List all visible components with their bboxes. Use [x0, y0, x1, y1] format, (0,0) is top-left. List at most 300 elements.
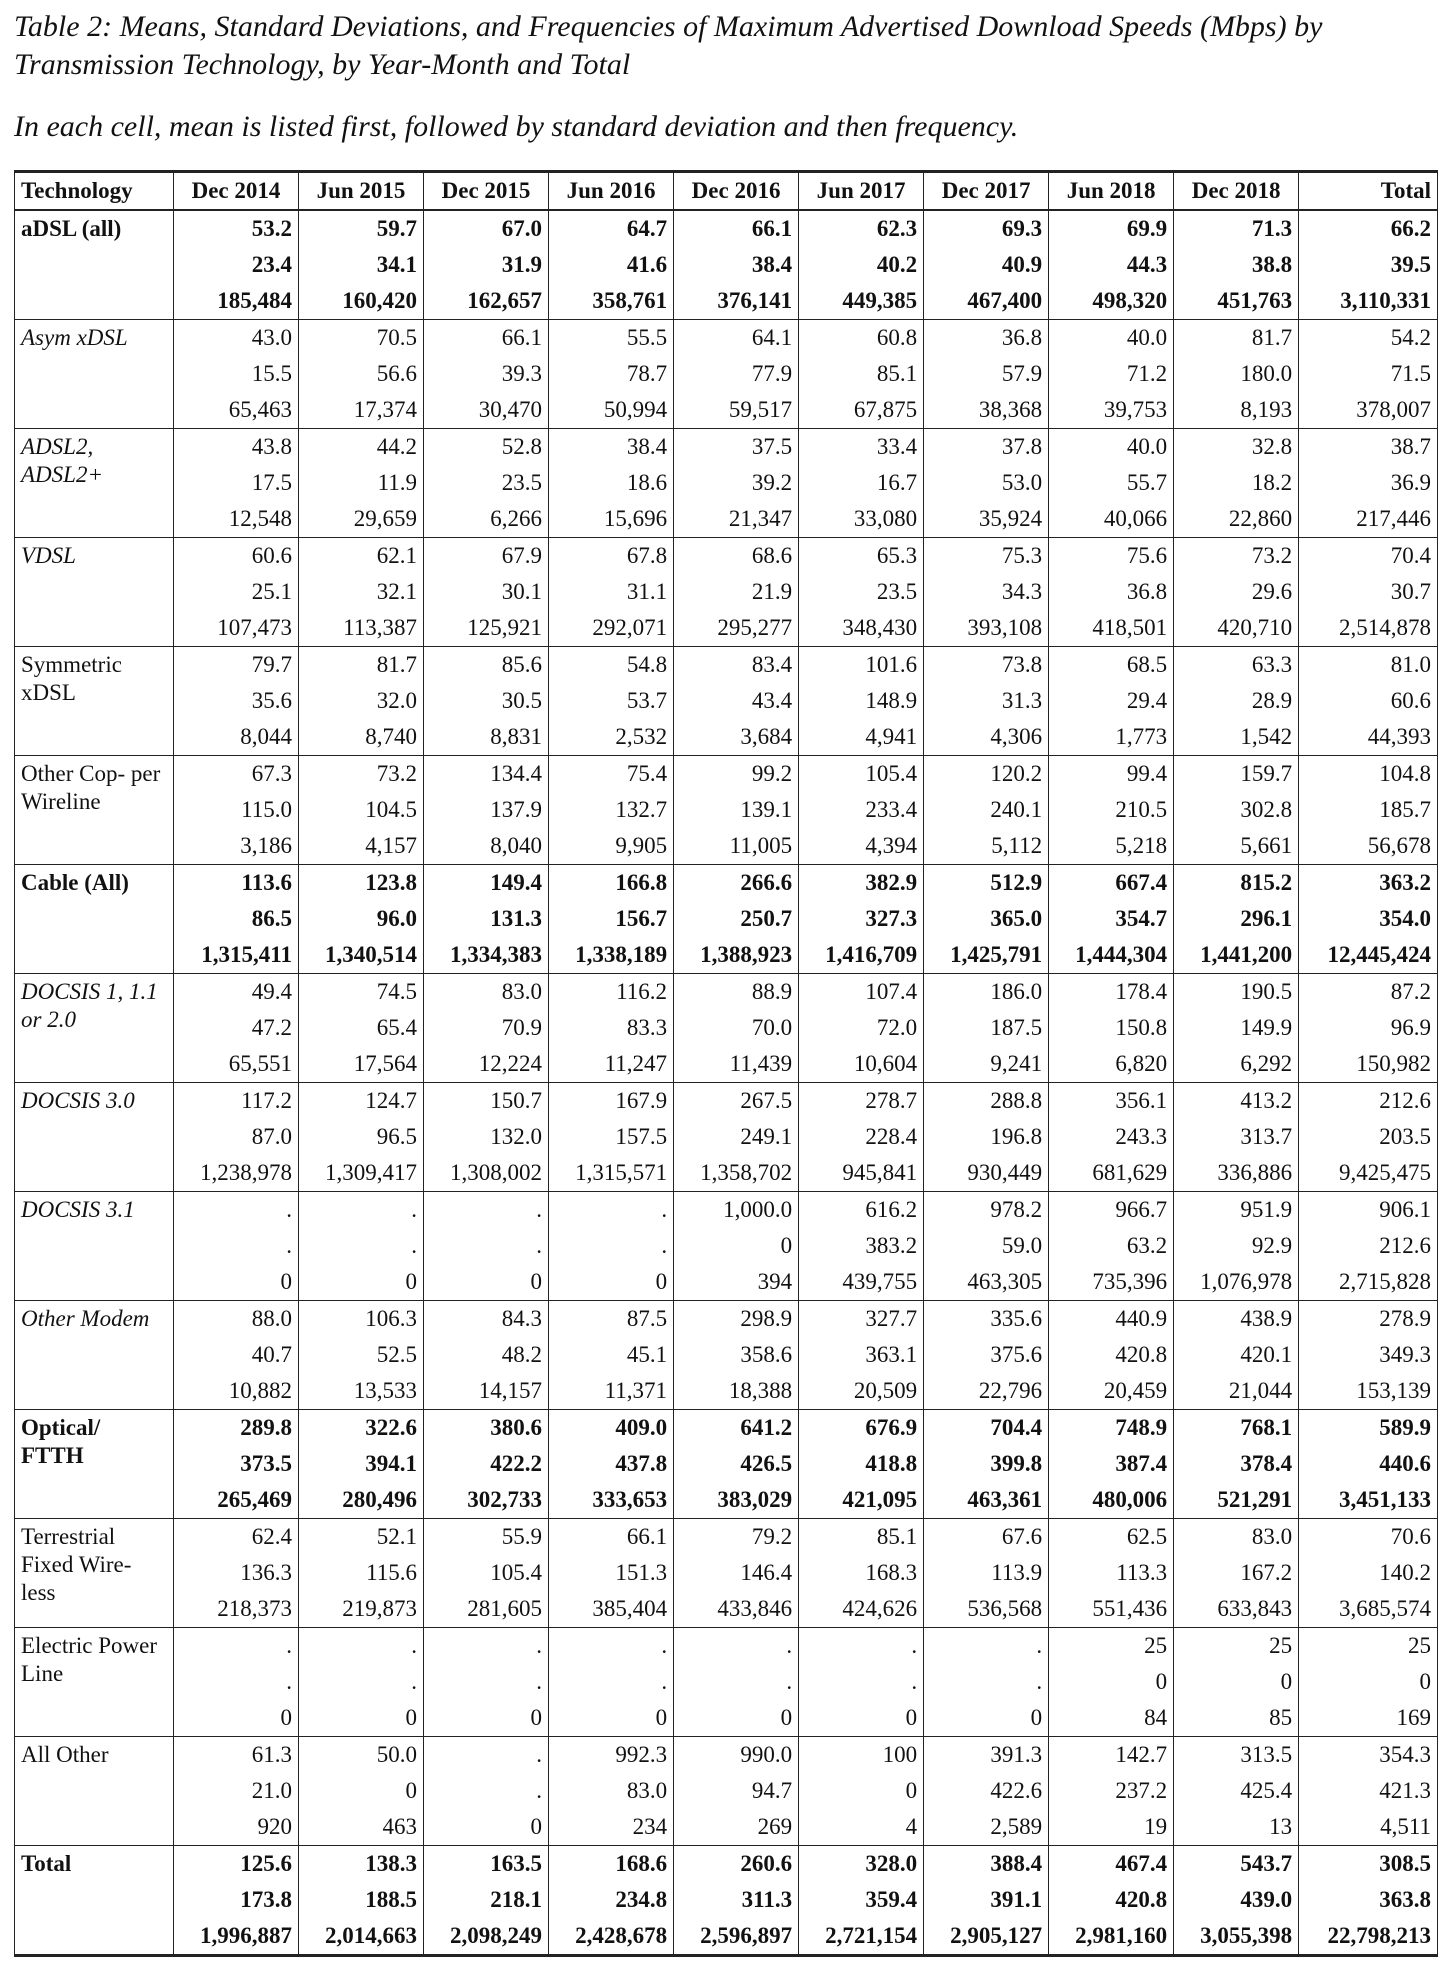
cell-mean: 363.2: [1379, 870, 1431, 895]
cell-freq: 21,044: [1228, 1378, 1293, 1403]
table-row: [15, 1083, 1438, 1192]
data-cell: [1174, 1410, 1299, 1519]
cell-mean: 313.5: [1240, 1742, 1293, 1767]
data-cell: [924, 1301, 1049, 1410]
cell-sd: 218.1: [490, 1887, 543, 1912]
cell-mean: 55.9: [501, 1524, 543, 1549]
cell-sd: .: [661, 1669, 668, 1694]
cell-sd: 173.8: [240, 1887, 293, 1912]
table-note: In each cell, mean is listed first, followed by standard deviation and then frequency.: [14, 110, 1019, 143]
cell-sd: 146.4: [740, 1560, 793, 1585]
cell-sd: 23.4: [251, 252, 293, 277]
cell-mean: 99.4: [1126, 761, 1168, 786]
cell-mean: 120.2: [990, 761, 1043, 786]
cell-mean: 966.7: [1115, 1197, 1168, 1222]
technology-label: Cable (All): [15, 865, 174, 974]
cell-mean: 63.3: [1251, 652, 1293, 677]
cell-mean: 67.8: [626, 543, 668, 568]
cell-freq: 2,428,678: [575, 1923, 668, 1948]
cell-sd: 25.1: [251, 579, 293, 604]
data-cell: [674, 210, 799, 320]
cell-freq: 11,371: [604, 1378, 668, 1403]
cell-mean: 543.7: [1240, 1851, 1293, 1876]
technology-label: VDSL: [15, 538, 174, 647]
cell-freq: 1,358,702: [700, 1160, 793, 1185]
cell-freq: 150,982: [1356, 1051, 1431, 1076]
cell-freq: 234: [632, 1814, 668, 1839]
data-cell: [1174, 1846, 1299, 1956]
data-cell: [1049, 320, 1174, 429]
cell-sd: 185.7: [1379, 797, 1431, 822]
data-cell: [799, 538, 924, 647]
cell-freq: 5,218: [1115, 833, 1168, 858]
cell-mean: .: [661, 1197, 668, 1222]
cell-sd: 418.8: [865, 1451, 918, 1476]
cell-mean: 438.9: [1240, 1306, 1293, 1331]
data-cell: [1299, 210, 1438, 320]
cell-sd: 39.3: [501, 361, 543, 386]
data-cell: [424, 647, 549, 756]
cell-mean: 52.8: [501, 434, 543, 459]
cell-mean: 62.3: [876, 216, 918, 241]
cell-mean: 37.8: [1001, 434, 1043, 459]
cell-freq: 1,338,189: [575, 942, 668, 967]
cell-freq: 11,247: [604, 1051, 668, 1076]
cell-mean: 85.1: [876, 1524, 918, 1549]
cell-sd: 96.5: [376, 1124, 418, 1149]
speeds-table: [14, 170, 1438, 1957]
cell-mean: 117.2: [241, 1088, 293, 1113]
data-cell: [799, 974, 924, 1083]
cell-sd: 387.4: [1115, 1451, 1168, 1476]
cell-sd: 94.7: [751, 1778, 793, 1803]
data-cell: [1299, 1846, 1438, 1956]
cell-mean: .: [786, 1633, 793, 1658]
data-cell: [174, 1846, 299, 1956]
table-row: [15, 1846, 1438, 1956]
data-cell: [1174, 865, 1299, 974]
cell-sd: 0: [1280, 1669, 1293, 1694]
data-cell: [299, 1846, 424, 1956]
cell-mean: 167.9: [615, 1088, 668, 1113]
technology-label: All Other: [15, 1737, 174, 1846]
cell-mean: .: [1036, 1633, 1043, 1658]
data-cell: [424, 756, 549, 865]
cell-freq: 11,005: [729, 833, 793, 858]
data-cell: [549, 429, 674, 538]
cell-freq: 333,653: [592, 1487, 668, 1512]
cell-freq: 59,517: [728, 397, 793, 422]
cell-freq: 0: [655, 1705, 668, 1730]
cell-freq: 219,873: [342, 1596, 418, 1621]
cell-freq: 0: [280, 1705, 293, 1730]
cell-mean: 134.4: [490, 761, 543, 786]
cell-sd: .: [536, 1233, 543, 1258]
data-cell: [174, 1519, 299, 1628]
cell-sd: 203.5: [1379, 1124, 1431, 1149]
cell-mean: 54.2: [1390, 325, 1431, 350]
column-header: Jun 2017: [799, 172, 924, 211]
cell-mean: 142.7: [1115, 1742, 1168, 1767]
cell-mean: 62.5: [1126, 1524, 1168, 1549]
cell-mean: 40.0: [1126, 325, 1168, 350]
cell-mean: 951.9: [1240, 1197, 1293, 1222]
cell-sd: 250.7: [740, 906, 793, 931]
technology-label: Other Cop- per Wireline: [15, 756, 174, 865]
cell-mean: 467.4: [1115, 1851, 1168, 1876]
cell-freq: 0: [530, 1814, 543, 1839]
technology-label: ADSL2, ADSL2+: [15, 429, 174, 538]
cell-mean: 49.4: [251, 979, 293, 1004]
technology-label: DOCSIS 1, 1.1 or 2.0: [15, 974, 174, 1083]
cell-freq: 3,055,398: [1200, 1923, 1293, 1948]
cell-freq: 12,445,424: [1327, 942, 1431, 967]
cell-sd: 132.7: [615, 797, 668, 822]
cell-sd: 55.7: [1126, 470, 1168, 495]
cell-sd: 420.8: [1115, 1342, 1168, 1367]
technology-label: DOCSIS 3.1: [15, 1192, 174, 1301]
cell-freq: 681,629: [1092, 1160, 1168, 1185]
data-cell: [299, 210, 424, 320]
data-cell: [299, 429, 424, 538]
cell-mean: .: [286, 1197, 293, 1222]
cell-freq: 10,604: [853, 1051, 918, 1076]
data-cell: [299, 320, 424, 429]
cell-mean: 667.4: [1115, 870, 1168, 895]
technology-label: Total: [15, 1846, 174, 1956]
data-cell: [799, 1519, 924, 1628]
data-cell: [1049, 647, 1174, 756]
cell-freq: 280,496: [342, 1487, 418, 1512]
data-cell: [174, 1410, 299, 1519]
data-cell: [674, 1301, 799, 1410]
cell-sd: .: [536, 1778, 543, 1803]
cell-freq: 521,291: [1217, 1487, 1293, 1512]
cell-sd: 234.8: [615, 1887, 668, 1912]
cell-sd: 139.1: [740, 797, 793, 822]
cell-freq: 1,441,200: [1200, 942, 1293, 967]
data-cell: [424, 538, 549, 647]
cell-sd: 237.2: [1115, 1778, 1168, 1803]
cell-sd: 180.0: [1240, 361, 1293, 386]
data-cell: [174, 1737, 299, 1846]
data-cell: [1299, 429, 1438, 538]
cell-freq: 265,469: [217, 1487, 293, 1512]
cell-sd: 439.0: [1240, 1887, 1293, 1912]
cell-sd: 302.8: [1240, 797, 1293, 822]
data-cell: [1299, 1410, 1438, 1519]
technology-label: Symmetric xDSL: [15, 647, 174, 756]
cell-mean: 124.7: [365, 1088, 418, 1113]
data-cell: [1049, 1846, 1174, 1956]
cell-mean: 166.8: [615, 870, 668, 895]
technology-label: aDSL (all): [15, 210, 174, 320]
data-cell: [924, 320, 1049, 429]
cell-freq: 439,755: [842, 1269, 918, 1294]
cell-mean: 66.2: [1390, 216, 1431, 241]
cell-sd: 156.7: [615, 906, 668, 931]
cell-mean: 298.9: [740, 1306, 793, 1331]
cell-freq: 6,292: [1240, 1051, 1293, 1076]
column-header: Total: [1299, 172, 1438, 211]
cell-freq: 56,678: [1367, 833, 1431, 858]
data-cell: [1174, 538, 1299, 647]
cell-mean: 70.6: [1390, 1524, 1431, 1549]
cell-mean: 67.9: [501, 543, 543, 568]
cell-sd: 391.1: [990, 1887, 1043, 1912]
data-cell: [549, 1301, 674, 1410]
data-cell: [1049, 1301, 1174, 1410]
cell-sd: 311.3: [741, 1887, 793, 1912]
cell-mean: .: [536, 1742, 543, 1767]
cell-freq: 4,511: [1380, 1814, 1431, 1839]
cell-freq: 463,305: [967, 1269, 1043, 1294]
data-cell: [299, 1083, 424, 1192]
data-cell: [174, 1192, 299, 1301]
cell-mean: 81.0: [1390, 652, 1431, 677]
cell-freq: 302,733: [467, 1487, 543, 1512]
data-cell: [174, 538, 299, 647]
data-cell: [424, 974, 549, 1083]
cell-freq: 945,841: [842, 1160, 918, 1185]
cell-freq: 1,334,383: [450, 942, 543, 967]
cell-sd: 96.0: [376, 906, 418, 931]
cell-sd: 38.8: [1251, 252, 1293, 277]
cell-mean: 150.7: [490, 1088, 543, 1113]
data-cell: [924, 1737, 1049, 1846]
cell-freq: 1,773: [1115, 724, 1168, 749]
data-cell: [174, 647, 299, 756]
cell-freq: 2,715,828: [1339, 1269, 1431, 1294]
cell-mean: 978.2: [990, 1197, 1043, 1222]
cell-mean: .: [286, 1633, 293, 1658]
cell-mean: .: [411, 1633, 418, 1658]
cell-sd: 30.5: [501, 688, 543, 713]
cell-mean: 40.0: [1126, 434, 1168, 459]
cell-freq: 10,882: [228, 1378, 293, 1403]
cell-sd: 32.0: [376, 688, 418, 713]
cell-freq: 40,066: [1103, 506, 1168, 531]
cell-freq: 17,564: [353, 1051, 418, 1076]
cell-mean: 43.0: [251, 325, 293, 350]
data-cell: [674, 1083, 799, 1192]
cell-mean: 88.0: [251, 1306, 293, 1331]
data-cell: [1299, 974, 1438, 1083]
cell-sd: 31.9: [501, 252, 543, 277]
cell-mean: 992.3: [615, 1742, 668, 1767]
cell-mean: 62.1: [376, 543, 418, 568]
cell-mean: 50.0: [376, 1742, 418, 1767]
cell-mean: 64.1: [751, 325, 793, 350]
data-cell: [549, 865, 674, 974]
cell-freq: 1,996,887: [200, 1923, 293, 1948]
cell-mean: 69.9: [1126, 216, 1168, 241]
cell-sd: 35.6: [251, 688, 293, 713]
cell-mean: 87.5: [626, 1306, 668, 1331]
data-cell: [1174, 1737, 1299, 1846]
data-cell: [174, 865, 299, 974]
cell-freq: 3,685,574: [1339, 1596, 1431, 1621]
cell-mean: 66.1: [626, 1524, 668, 1549]
cell-mean: 100: [882, 1742, 918, 1767]
cell-mean: 288.8: [990, 1088, 1043, 1113]
cell-sd: 354.7: [1115, 906, 1168, 931]
cell-freq: 8,193: [1240, 397, 1293, 422]
data-cell: [549, 1628, 674, 1737]
cell-mean: .: [661, 1633, 668, 1658]
cell-freq: 1,388,923: [700, 942, 793, 967]
data-cell: [424, 429, 549, 538]
cell-mean: 212.6: [1379, 1088, 1431, 1113]
table-row: [15, 1628, 1438, 1737]
data-cell: [924, 1083, 1049, 1192]
data-cell: [674, 1192, 799, 1301]
cell-sd: 421.3: [1379, 1778, 1431, 1803]
table-row: [15, 647, 1438, 756]
cell-mean: 116.2: [616, 979, 668, 1004]
cell-sd: 36.8: [1126, 579, 1168, 604]
data-cell: [674, 974, 799, 1083]
table-row: [15, 865, 1438, 974]
cell-mean: 44.2: [376, 434, 418, 459]
data-cell: [1299, 1737, 1438, 1846]
header-row: [15, 172, 1438, 211]
cell-sd: 44.3: [1126, 252, 1168, 277]
cell-sd: 157.5: [615, 1124, 668, 1149]
data-cell: [1049, 1410, 1174, 1519]
data-cell: [799, 1410, 924, 1519]
cell-mean: 356.1: [1115, 1088, 1168, 1113]
data-cell: [674, 1410, 799, 1519]
cell-freq: 920: [257, 1814, 293, 1839]
cell-sd: 87.0: [251, 1124, 293, 1149]
data-cell: [924, 1192, 1049, 1301]
data-cell: [674, 865, 799, 974]
data-cell: [1174, 756, 1299, 865]
cell-sd: .: [286, 1233, 293, 1258]
cell-mean: 354.3: [1379, 1742, 1431, 1767]
table-row: [15, 429, 1438, 538]
data-cell: [1049, 429, 1174, 538]
cell-mean: 104.8: [1379, 761, 1431, 786]
data-cell: [1299, 1301, 1438, 1410]
cell-freq: 463: [382, 1814, 418, 1839]
cell-mean: 88.9: [751, 979, 793, 1004]
cell-freq: 4: [905, 1814, 918, 1839]
data-cell: [174, 320, 299, 429]
cell-mean: 163.5: [490, 1851, 543, 1876]
cell-mean: 168.6: [615, 1851, 668, 1876]
column-header: Dec 2018: [1174, 172, 1299, 211]
cell-sd: 140.2: [1379, 1560, 1431, 1585]
cell-freq: 376,141: [717, 288, 793, 313]
cell-freq: 0: [905, 1705, 918, 1730]
cell-freq: 0: [780, 1705, 793, 1730]
cell-sd: 399.8: [990, 1451, 1043, 1476]
cell-freq: 38,368: [978, 397, 1043, 422]
data-cell: [799, 210, 924, 320]
cell-mean: 70.5: [376, 325, 418, 350]
cell-freq: 449,385: [842, 288, 918, 313]
cell-sd: .: [536, 1669, 543, 1694]
column-header: Dec 2014: [174, 172, 299, 211]
cell-sd: 313.7: [1240, 1124, 1293, 1149]
cell-freq: 1,340,514: [325, 942, 418, 967]
data-cell: [174, 429, 299, 538]
cell-freq: 50,994: [603, 397, 668, 422]
cell-freq: 292,071: [592, 615, 668, 640]
data-cell: [924, 1628, 1049, 1737]
cell-sd: 249.1: [740, 1124, 793, 1149]
data-cell: [1174, 647, 1299, 756]
cell-sd: 113.9: [991, 1560, 1043, 1585]
data-cell: [799, 1628, 924, 1737]
cell-sd: 115.6: [366, 1560, 418, 1585]
data-cell: [299, 1737, 424, 1846]
cell-sd: 52.5: [376, 1342, 418, 1367]
cell-sd: 40.9: [1001, 252, 1043, 277]
data-cell: [924, 1846, 1049, 1956]
column-header: Dec 2016: [674, 172, 799, 211]
data-cell: [1049, 1192, 1174, 1301]
cell-freq: 0: [405, 1269, 418, 1294]
data-cell: [1299, 1628, 1438, 1737]
cell-sd: 48.2: [501, 1342, 543, 1367]
cell-sd: 70.0: [751, 1015, 793, 1040]
cell-sd: 375.6: [990, 1342, 1043, 1367]
cell-sd: 136.3: [240, 1560, 293, 1585]
cell-freq: 4,157: [365, 833, 418, 858]
cell-freq: 480,006: [1092, 1487, 1168, 1512]
cell-mean: 32.8: [1251, 434, 1293, 459]
cell-freq: 0: [530, 1269, 543, 1294]
data-cell: [674, 1846, 799, 1956]
cell-freq: 11,439: [729, 1051, 793, 1076]
cell-sd: 34.3: [1001, 579, 1043, 604]
cell-freq: 22,798,213: [1327, 1923, 1431, 1948]
cell-mean: 113.6: [241, 870, 293, 895]
cell-freq: 6,820: [1115, 1051, 1168, 1076]
cell-mean: 54.8: [626, 652, 668, 677]
cell-freq: 29,659: [353, 506, 418, 531]
cell-mean: 25: [1408, 1633, 1431, 1658]
cell-mean: 409.0: [615, 1415, 668, 1440]
data-cell: [299, 756, 424, 865]
cell-sd: 63.2: [1126, 1233, 1168, 1258]
table-row: [15, 320, 1438, 429]
data-cell: [799, 1192, 924, 1301]
data-cell: [799, 756, 924, 865]
data-cell: [674, 647, 799, 756]
cell-sd: 21.9: [751, 579, 793, 604]
data-cell: [549, 1410, 674, 1519]
data-cell: [1049, 756, 1174, 865]
cell-freq: 1,076,978: [1200, 1269, 1293, 1294]
cell-sd: 137.9: [490, 797, 543, 822]
data-cell: [674, 429, 799, 538]
cell-mean: 388.4: [990, 1851, 1043, 1876]
cell-sd: 168.3: [865, 1560, 918, 1585]
cell-sd: 187.5: [990, 1015, 1043, 1040]
cell-sd: 358.6: [740, 1342, 793, 1367]
cell-sd: 32.1: [376, 579, 418, 604]
data-cell: [924, 865, 1049, 974]
cell-freq: 17,374: [353, 397, 418, 422]
cell-mean: 64.7: [626, 216, 668, 241]
cell-mean: 178.4: [1115, 979, 1168, 1004]
data-cell: [299, 865, 424, 974]
table-row: [15, 538, 1438, 647]
